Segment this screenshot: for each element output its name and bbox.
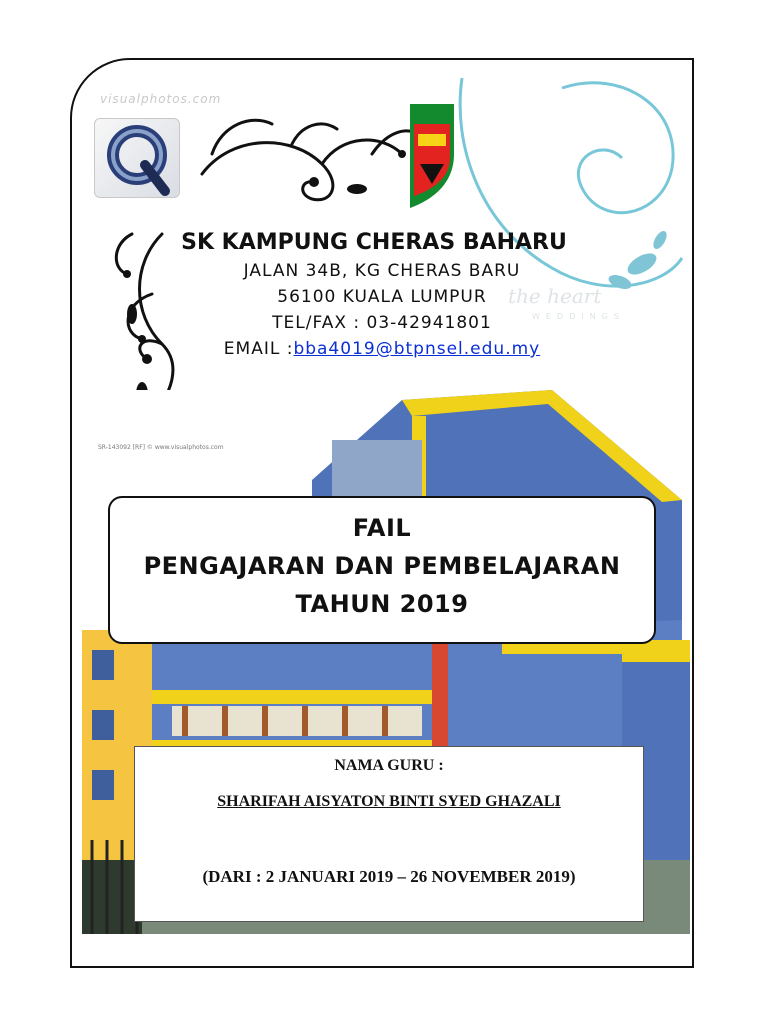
- address-line-1: JALAN 34B, KG CHERAS BARU: [243, 261, 521, 281]
- email-link[interactable]: bba4019@btpnsel.edu.my: [293, 339, 541, 359]
- watermark-copyright: SR-143092 [RF] © www.visualphotos.com: [98, 444, 224, 451]
- address-line-2: 56100 KUALA LUMPUR: [277, 287, 487, 307]
- date-range: (DARI : 2 JANUARI 2019 – 26 NOVEMBER 2019): [202, 867, 576, 886]
- email-label: EMAIL :: [223, 339, 294, 359]
- title-line-1: FAIL: [352, 514, 412, 542]
- title-line-2: PENGAJARAN DAN PEMBELAJARAN: [143, 552, 621, 580]
- q-logo: [94, 118, 180, 198]
- teacher-label: NAMA GURU :: [334, 757, 444, 774]
- school-crest-icon: [410, 104, 454, 208]
- watermark-heart-subtext: WEDDINGS: [532, 312, 625, 321]
- teacher-box: [134, 746, 644, 922]
- email-line: [72, 339, 692, 359]
- title-box: [108, 496, 656, 644]
- q-letter-icon: [95, 119, 179, 197]
- watermark-text: visualphotos.com: [100, 92, 222, 106]
- school-name: SK KAMPUNG CHERAS BAHARU: [181, 230, 567, 255]
- tel-fax: TEL/FAX : 03-42941801: [272, 313, 492, 333]
- watermark-heart-text: the heart: [508, 284, 602, 308]
- teacher-name: SHARIFAH AISYATON BINTI SYED GHAZALI: [217, 793, 561, 810]
- cover-page: [70, 58, 694, 968]
- title-line-3: TAHUN 2019: [295, 590, 469, 618]
